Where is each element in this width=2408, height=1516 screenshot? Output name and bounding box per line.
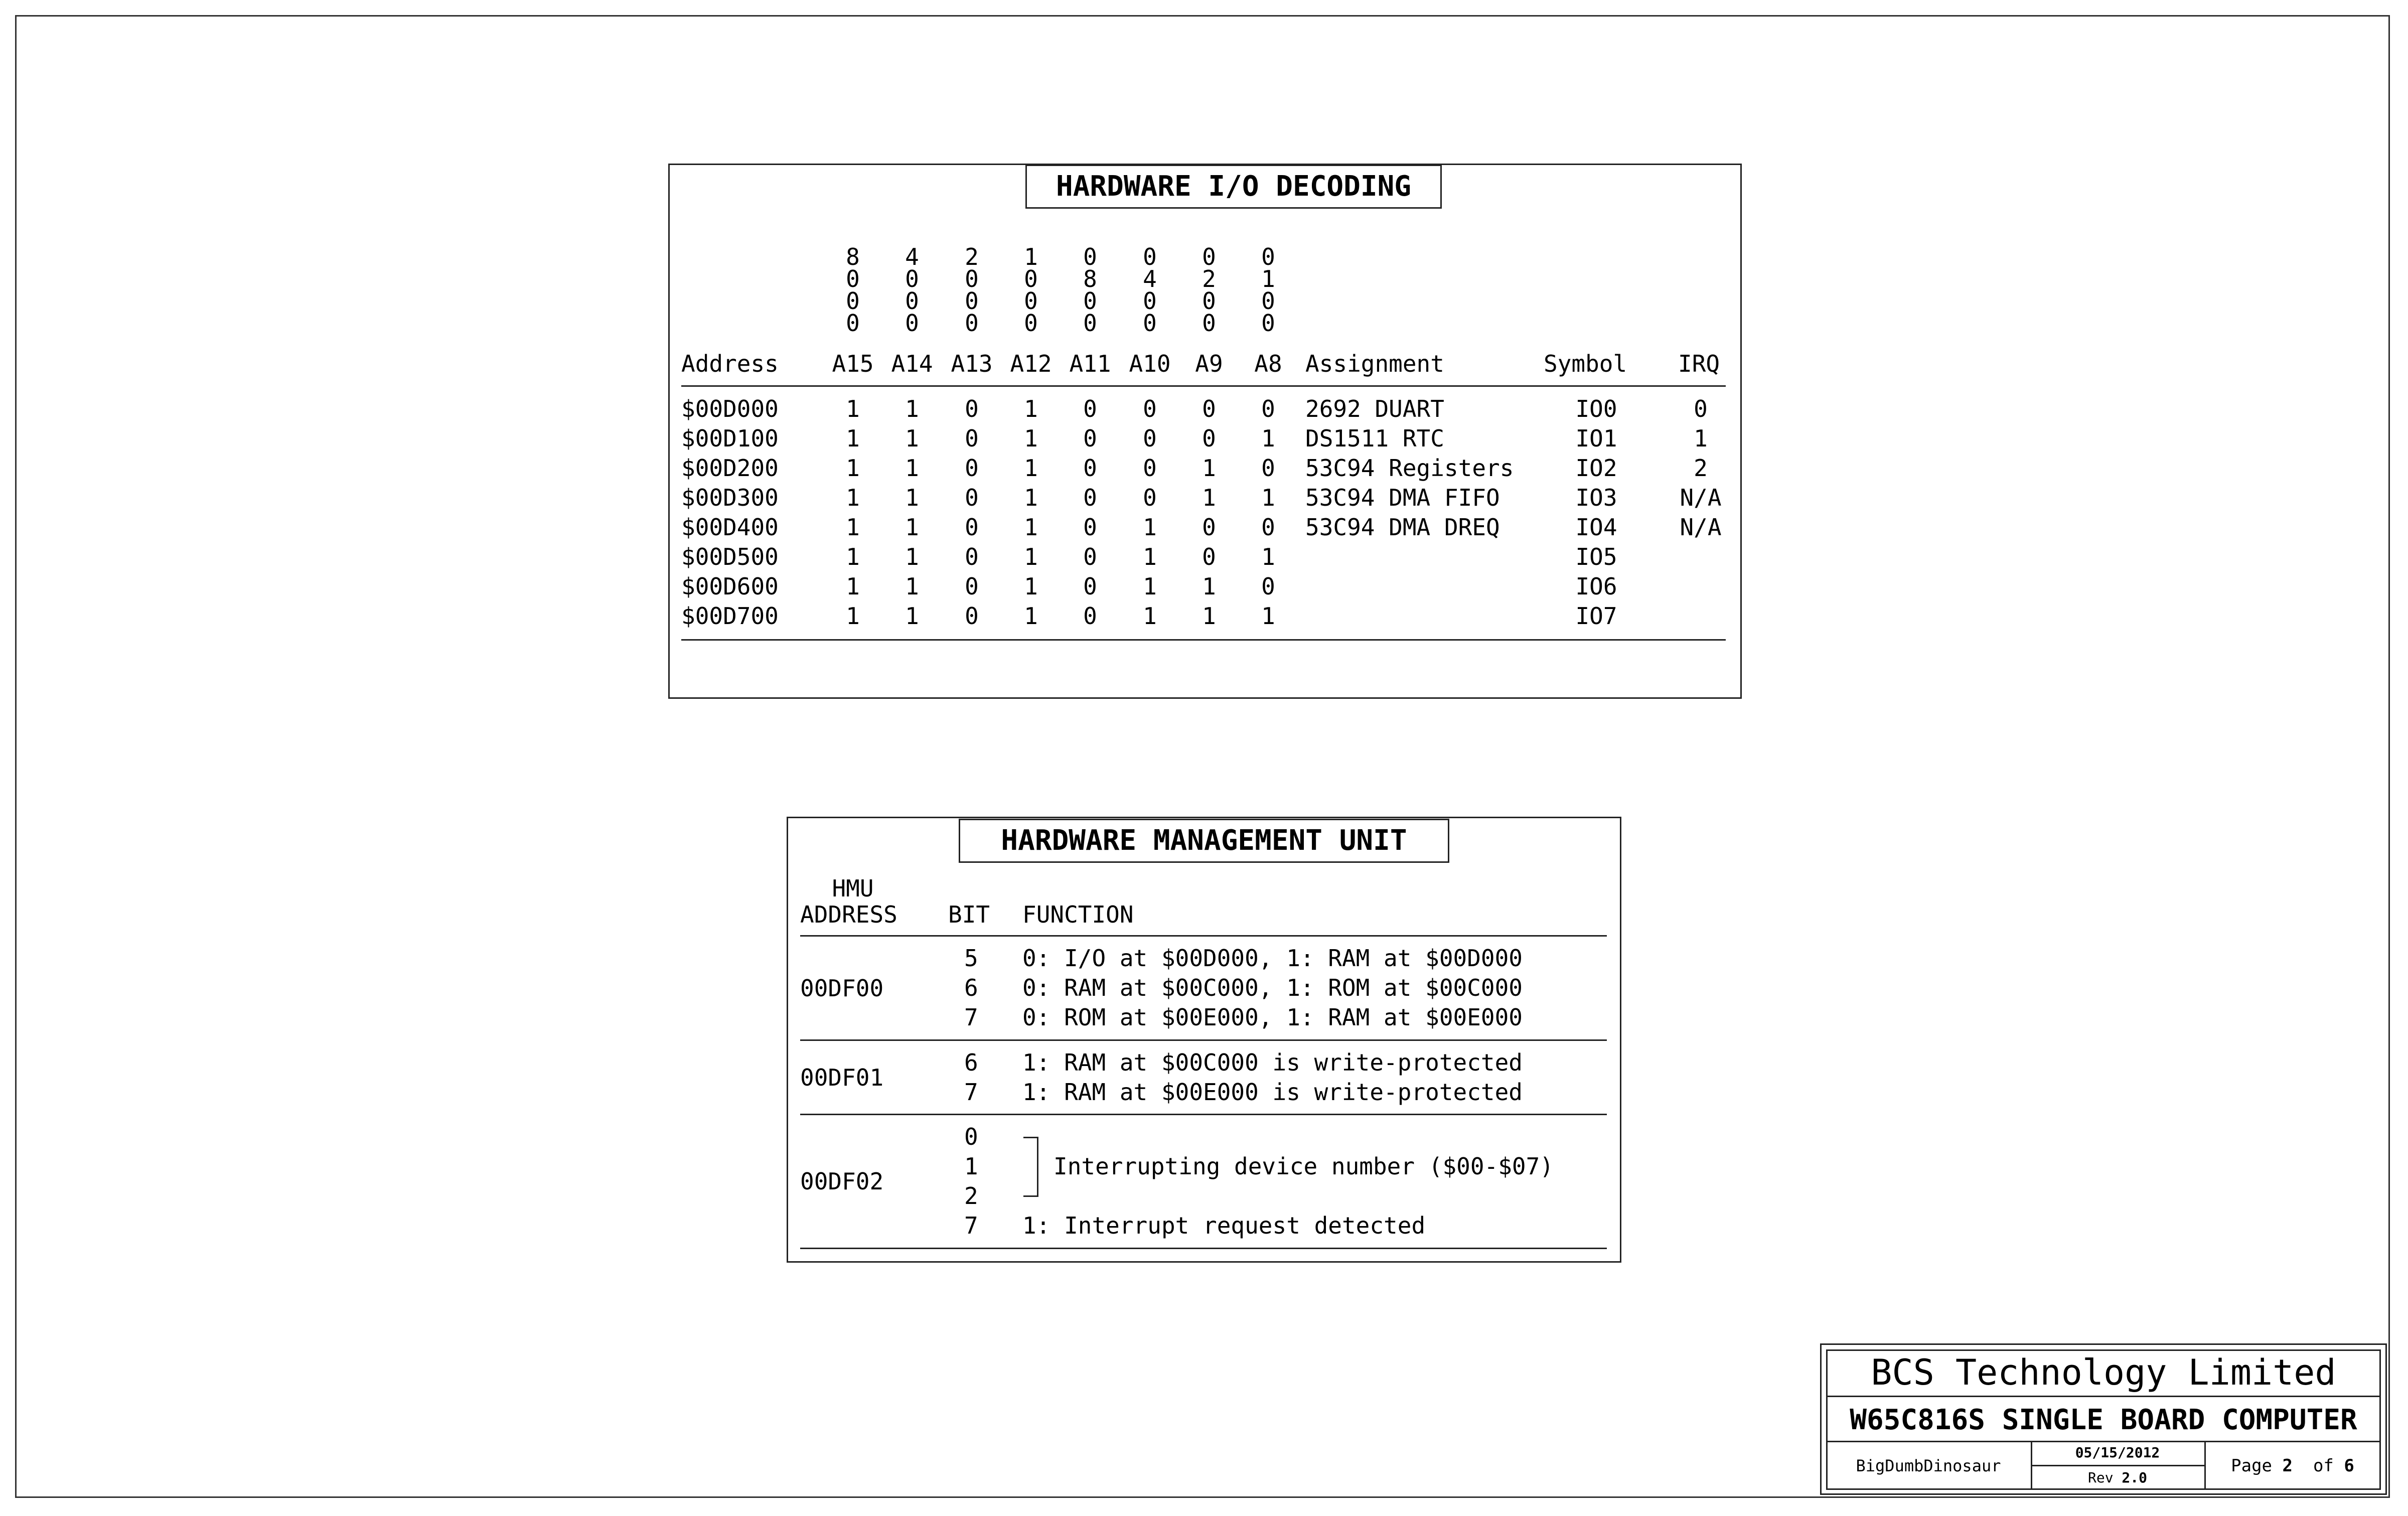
- author: BigDumbDinosaur: [1856, 1456, 2001, 1475]
- col-header-irq: IRQ: [1678, 350, 1720, 377]
- row-bit: 0: [1083, 484, 1097, 511]
- bit-weight-digit: 0: [1083, 310, 1097, 337]
- row-bit: 1: [905, 454, 919, 482]
- hmu-bit: 0: [964, 1123, 978, 1150]
- row-bit: 1: [905, 484, 919, 511]
- bit-weight-digit: 0: [1202, 287, 1216, 315]
- row-bit: 1: [1024, 543, 1038, 570]
- row-bit: 1: [1024, 425, 1038, 452]
- hmu-group-rule: [800, 1039, 1607, 1041]
- col-header-bit: A13: [951, 350, 993, 377]
- revision-value: 2.0: [2122, 1469, 2147, 1486]
- row-bit: 0: [1143, 395, 1157, 422]
- hmu-function: 1: RAM at $00E000 is write-protected: [1022, 1079, 1523, 1106]
- hmu-bit: 2: [964, 1182, 978, 1209]
- page-label: Page: [2231, 1456, 2273, 1476]
- row-bit: 1: [905, 514, 919, 541]
- bit-weight-digit: 0: [1143, 243, 1157, 270]
- col-header-assignment: Assignment: [1305, 350, 1444, 377]
- bit-weight-digit: 0: [846, 265, 860, 292]
- hmu-header-address-line2: ADDRESS: [800, 901, 897, 928]
- bit-weight-digit: 0: [965, 265, 979, 292]
- row-bit: 0: [1143, 484, 1157, 511]
- row-irq: N/A: [1680, 514, 1722, 541]
- col-header-address: Address: [681, 350, 779, 377]
- hmu-header-rule: [800, 935, 1607, 937]
- company-name: BCS Technology Limited: [1871, 1352, 2336, 1393]
- row-bit: 1: [1202, 484, 1216, 511]
- row-bit: 1: [1024, 514, 1038, 541]
- row-bit: 1: [905, 425, 919, 452]
- row-bit: 1: [905, 573, 919, 600]
- bracket-symbol: [1023, 1137, 1038, 1197]
- col-header-bit: A10: [1129, 350, 1171, 377]
- row-bit: 0: [1202, 514, 1216, 541]
- row-bit: 1: [905, 602, 919, 630]
- row-address: $00D200: [681, 454, 779, 482]
- page-number: 2: [2282, 1456, 2293, 1476]
- row-bit: 1: [846, 454, 860, 482]
- bit-weight-digit: 0: [1261, 287, 1275, 315]
- row-bit: 1: [846, 602, 860, 630]
- row-bit: 1: [846, 484, 860, 511]
- row-symbol: IO5: [1575, 543, 1617, 570]
- row-bit: 0: [1202, 543, 1216, 570]
- bit-weight-digit: 0: [1083, 287, 1097, 315]
- row-bit: 0: [1083, 514, 1097, 541]
- bit-weight-digit: 4: [905, 243, 919, 270]
- row-bit: 0: [965, 514, 979, 541]
- row-address: $00D000: [681, 395, 779, 422]
- row-assignment: 53C94 DMA DREQ: [1305, 514, 1500, 541]
- row-irq: 0: [1694, 395, 1708, 422]
- row-bit: 1: [1261, 484, 1275, 511]
- hmu-function: 0: I/O at $00D000, 1: RAM at $00D000: [1022, 945, 1523, 972]
- col-header-bit: A12: [1010, 350, 1052, 377]
- hmu-header-function: FUNCTION: [1022, 901, 1134, 928]
- row-bit: 0: [965, 602, 979, 630]
- row-bit: 1: [1024, 395, 1038, 422]
- of-label: of: [2313, 1456, 2334, 1476]
- hmu-bit: 7: [964, 1004, 978, 1031]
- total-pages: 6: [2344, 1456, 2354, 1476]
- row-bit: 0: [1202, 425, 1216, 452]
- row-bit: 0: [965, 454, 979, 482]
- col-header-symbol: Symbol: [1544, 350, 1627, 377]
- row-assignment: 53C94 DMA FIFO: [1305, 484, 1500, 511]
- bit-weight-digit: 0: [846, 310, 860, 337]
- row-bit: 1: [1143, 514, 1157, 541]
- bit-weight-digit: 0: [1083, 243, 1097, 270]
- row-irq: N/A: [1680, 484, 1722, 511]
- row-bit: 1: [1024, 573, 1038, 600]
- bit-weight-digit: 0: [965, 310, 979, 337]
- hmu-bit: 6: [964, 974, 978, 1001]
- bit-weight-digit: 0: [905, 287, 919, 315]
- row-address: $00D500: [681, 543, 779, 570]
- bit-weight-digit: 0: [1261, 310, 1275, 337]
- bit-weight-digit: 0: [1024, 287, 1038, 315]
- bit-weight-digit: 8: [846, 243, 860, 270]
- bit-weight-digit: 1: [1261, 265, 1275, 292]
- bit-weight-digit: 0: [1202, 243, 1216, 270]
- bit-weight-digit: 0: [846, 287, 860, 315]
- bit-weight-digit: 2: [1202, 265, 1216, 292]
- bit-weight-digit: 0: [1143, 310, 1157, 337]
- page-indicator: [2204, 1453, 2381, 1479]
- hmu-bit: 7: [964, 1212, 978, 1239]
- row-symbol: IO4: [1575, 514, 1617, 541]
- bit-weight-digit: 0: [1024, 310, 1038, 337]
- row-bit: 1: [1024, 454, 1038, 482]
- row-bit: 0: [965, 484, 979, 511]
- row-bit: 0: [1083, 425, 1097, 452]
- hmu-bottom-rule: [800, 1248, 1607, 1249]
- bit-weight-digit: 4: [1143, 265, 1157, 292]
- row-bit: 0: [965, 543, 979, 570]
- col-header-bit: A9: [1195, 350, 1223, 377]
- row-assignment: 2692 DUART: [1305, 395, 1444, 422]
- row-bit: 1: [1143, 573, 1157, 600]
- bit-weight-digit: 0: [905, 265, 919, 292]
- row-symbol: IO3: [1575, 484, 1617, 511]
- bit-weight-digit: 1: [1024, 243, 1038, 270]
- revision-label: Rev: [2087, 1469, 2114, 1486]
- bit-weight-digit: 0: [905, 310, 919, 337]
- bit-weight-digit: 0: [1202, 310, 1216, 337]
- row-address: $00D600: [681, 573, 779, 600]
- row-bit: 1: [1261, 602, 1275, 630]
- row-irq: 1: [1694, 425, 1708, 452]
- bit-weight-digit: 0: [1143, 287, 1157, 315]
- row-address: $00D300: [681, 484, 779, 511]
- row-bit: 1: [846, 514, 860, 541]
- hmu-bit: 6: [964, 1049, 978, 1076]
- row-bit: 1: [1143, 543, 1157, 570]
- row-symbol: IO1: [1575, 425, 1617, 452]
- row-bit: 0: [1261, 395, 1275, 422]
- hmu-function: 1: RAM at $00C000 is write-protected: [1022, 1049, 1523, 1076]
- bit-weight-digit: 2: [965, 243, 979, 270]
- col-header-bit: A8: [1254, 350, 1282, 377]
- hmu-address: 00DF01: [800, 1064, 884, 1091]
- row-bit: 1: [846, 543, 860, 570]
- row-bit: 0: [965, 425, 979, 452]
- bit-weight-digit: 0: [965, 287, 979, 315]
- row-bit: 0: [1143, 425, 1157, 452]
- hmu-title: HARDWARE MANAGEMENT UNIT: [959, 819, 1449, 863]
- row-bit: 0: [1083, 543, 1097, 570]
- row-address: $00D400: [681, 514, 779, 541]
- row-bit: 0: [1261, 573, 1275, 600]
- row-assignment: 53C94 Registers: [1305, 454, 1514, 482]
- io-decoding-title: HARDWARE I/O DECODING: [1025, 165, 1442, 209]
- row-bit: 1: [905, 543, 919, 570]
- hmu-bit: 5: [964, 945, 978, 972]
- io-header-rule: [681, 385, 1726, 387]
- hmu-bit: 7: [964, 1079, 978, 1106]
- row-bit: 0: [1083, 395, 1097, 422]
- row-bit: 1: [1261, 543, 1275, 570]
- row-bit: 0: [1261, 454, 1275, 482]
- io-bottom-rule: [681, 639, 1726, 641]
- row-symbol: IO2: [1575, 454, 1617, 482]
- row-symbol: IO7: [1575, 602, 1617, 630]
- hmu-function: 1: Interrupt request detected: [1022, 1212, 1426, 1239]
- hmu-function: 0: RAM at $00C000, 1: ROM at $00C000: [1022, 974, 1523, 1001]
- project-name: W65C816S SINGLE BOARD COMPUTER: [1850, 1404, 2357, 1436]
- row-bit: 1: [905, 395, 919, 422]
- row-bit: 1: [1202, 573, 1216, 600]
- row-symbol: IO0: [1575, 395, 1617, 422]
- row-assignment: DS1511 RTC: [1305, 425, 1444, 452]
- hmu-address: 00DF02: [800, 1168, 884, 1195]
- hmu-bracket-function: Interrupting device number ($00-$07): [1054, 1153, 1554, 1180]
- col-header-bit: A15: [832, 350, 874, 377]
- row-bit: 1: [1024, 602, 1038, 630]
- row-bit: 0: [965, 395, 979, 422]
- bit-weight-digit: 8: [1083, 265, 1097, 292]
- title-block-rule: [2031, 1465, 2204, 1466]
- row-bit: 0: [1083, 602, 1097, 630]
- row-irq: 2: [1694, 454, 1708, 482]
- revision: [2031, 1467, 2204, 1489]
- title-block-rule: [1826, 1396, 2381, 1397]
- row-bit: 1: [846, 395, 860, 422]
- hmu-group-rule: [800, 1114, 1607, 1115]
- bit-weight-digit: 0: [1024, 265, 1038, 292]
- row-bit: 0: [1083, 573, 1097, 600]
- hmu-address: 00DF00: [800, 975, 884, 1002]
- row-bit: 1: [1202, 454, 1216, 482]
- col-header-bit: A14: [891, 350, 933, 377]
- row-bit: 1: [846, 573, 860, 600]
- row-bit: 0: [965, 573, 979, 600]
- hmu-header-bit: BIT: [948, 901, 990, 928]
- date: 05/15/2012: [2075, 1444, 2160, 1461]
- row-bit: 0: [1202, 395, 1216, 422]
- hmu-header-address-line1: HMU: [832, 875, 874, 902]
- row-address: $00D700: [681, 602, 779, 630]
- col-header-bit: A11: [1069, 350, 1111, 377]
- row-bit: 0: [1261, 514, 1275, 541]
- bit-weight-digit: 0: [1261, 243, 1275, 270]
- row-bit: 1: [1024, 484, 1038, 511]
- row-symbol: IO6: [1575, 573, 1617, 600]
- row-bit: 0: [1143, 454, 1157, 482]
- hmu-bit: 1: [964, 1153, 978, 1180]
- row-address: $00D100: [681, 425, 779, 452]
- row-bit: 1: [846, 425, 860, 452]
- hmu-function: 0: ROM at $00E000, 1: RAM at $00E000: [1022, 1004, 1523, 1031]
- row-bit: 1: [1143, 602, 1157, 630]
- row-bit: 1: [1261, 425, 1275, 452]
- row-bit: 1: [1202, 602, 1216, 630]
- row-bit: 0: [1083, 454, 1097, 482]
